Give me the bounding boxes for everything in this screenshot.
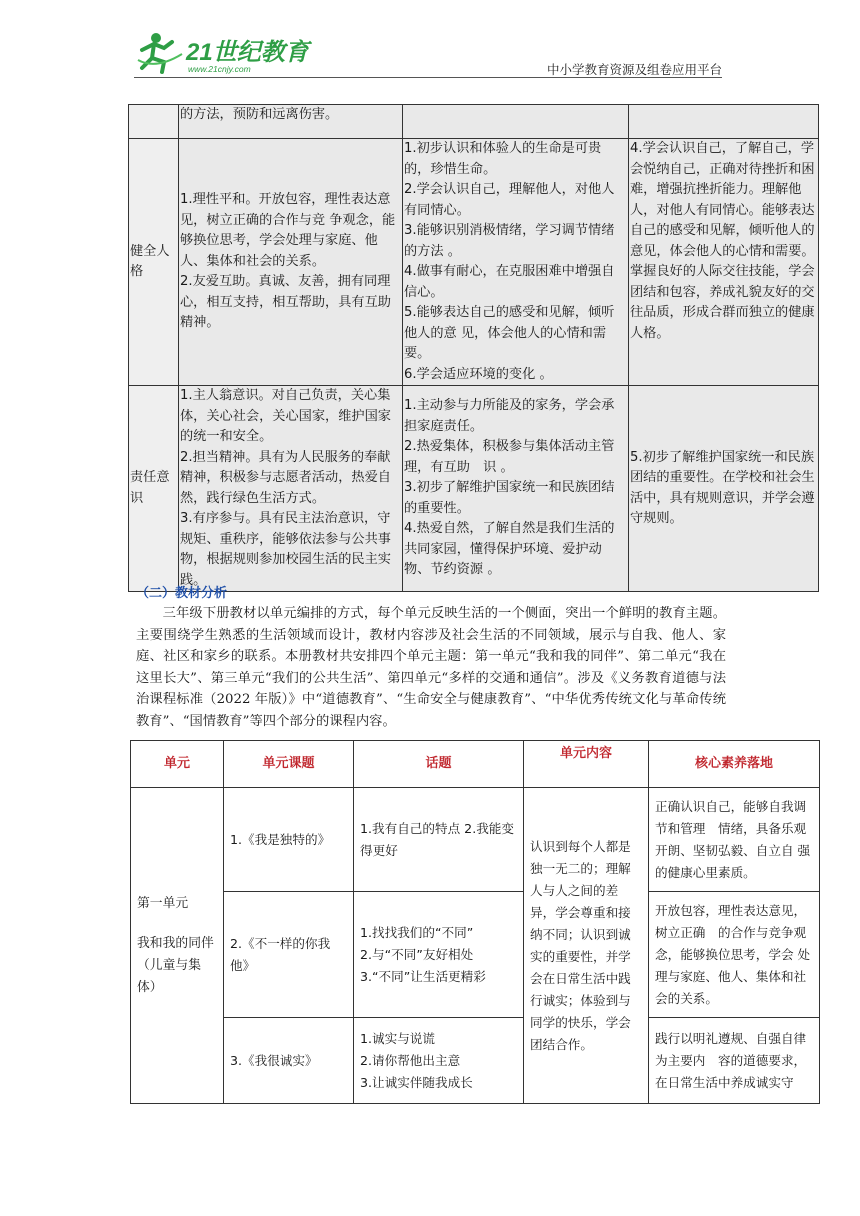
table-row — [129, 386, 819, 592]
table-row — [131, 892, 820, 1018]
column-header: 单元课题 — [224, 741, 354, 788]
goal-cell: 1.初步认识和体验人的生命是可贵的，珍惜生命。 2.学会认识自己，理解他人，对他人有同情心。 3.能够识别消极情绪，学习调节情绪的方法 。 4.做事有耐心，在克服困难中增强自信心。 5.能够表达自己的感受和见解，倾听他人的意 见，体会他人的心情和需要。 6.学会适应环境的变化 。 — [403, 139, 629, 386]
running-figure-icon — [138, 33, 182, 72]
lesson-title: 2.《不一样的你我他》 — [224, 892, 354, 1018]
goal-cell — [403, 105, 629, 139]
header-divider — [134, 77, 722, 78]
unit-name: 第一单元 — [137, 895, 189, 911]
goal-cell: 4.学会认识自己，了解自己，学会悦纳自己，正确对待挫折和困难，增强抗挫折能力。理解他人，对他人有同情心。能够表达自己的感受和见解，倾听他人的意见，体会他人的心情和需要。掌握良好的人际交往技能，学会团结和包容，养成礼貌友好的交往品质，形成合群而独立的健康人格。 — [629, 139, 819, 386]
site-logo — [136, 30, 316, 76]
table-row — [129, 139, 819, 386]
table-row — [131, 1018, 820, 1104]
section-paragraph: 三年级下册教材以单元编排的方式，每个单元反映生活的一个侧面，突出一个鲜明的教育主题。主要围绕学生熟悉的生活领域而设计，教材内容涉及社会生活的不同领域，展示与自我、他人、家庭、社区和家乡的联系。本册教材共安排四个单元主题：第一单元“我和我的同伴”、第二单元“我在这里长大”、第三单元“我们的公共生活”、第四单元“多样的交通和通信”。涉及《义务教育道德与法治课程标准（2022 年版）》中“道德教育”、“生命安全与健康教育”、“中华优秀传统文化与革命传统教育”、“国情教育”等四个部分的课程内容。 — [136, 606, 726, 729]
unit-domain: （儿童与集体） — [137, 957, 201, 995]
unit-cell — [131, 788, 224, 1104]
goal-cell: 5.初步了解维护国家统一和民族团结的重要性。在学校和社会生活中，具有规则意识，并学会遵守规则。 — [629, 386, 819, 592]
goal-cell — [629, 105, 819, 139]
goal-cell: 1.理性平和。开放包容，理性表达意见，树立正确的合作与竞 争观念，能够换位思考，学会处理与家庭、他人、集体和社会的关系。 2.友爱互助。真诚、友善，拥有同理心，相互支持，相互帮助，具有互助精神。 — [179, 139, 403, 386]
unit-table — [130, 740, 820, 1104]
goal-cell: 1.主人翁意识。对自己负责，关心集体，关心社会，关心国家，维护国家的统一和安全。 2.担当精神。具有为人民服务的奉献精神，积极参与志愿者活动，热爱自然，践行绿色生活方式。 3.有序参与。具有民主法治意识，守规矩、重秩序，能够依法参与公共事物，根据规则参加校园生活的民主实践。 — [179, 386, 403, 592]
column-header: 单元 — [131, 741, 224, 788]
column-header: 单元内容 — [524, 741, 649, 788]
platform-name: 中小学教育资源及组卷应用平台 — [546, 62, 722, 77]
lesson-topics: 1.诚实与说谎 2.请你帮他出主意 3.让诚实伴随我成长 — [354, 1018, 524, 1104]
core-literacy: 正确认识自己，能够自我调节和管理 情绪，具备乐观开朗、坚韧弘毅、自立自 强的健康心里素质。 — [649, 788, 820, 892]
svg-text:21世纪教育: 21世纪教育 — [186, 39, 309, 66]
category-cell — [129, 105, 179, 139]
literacy-goals-table — [128, 104, 819, 592]
table-header-row — [131, 741, 820, 788]
core-literacy: 践行以明礼遵规、自强自律为主要内 容的道德要求，在日常生活中养成诚实守 — [649, 1018, 820, 1104]
unit-content: 认识到每个人都是独一无二的；理解人与人之间的差异，学会尊重和接纳不同；认识到诚实的重要性，并学会在日常生活中践行诚实；体验到与同学的快乐，学会团结合作。 — [524, 788, 649, 1104]
lesson-title: 3.《我很诚实》 — [224, 1018, 354, 1104]
core-literacy: 开放包容，理性表达意见，树立正确 的合作与竞争观念，能够换位思考，学会 处理与家庭、他人、集体和社会的关系。 — [649, 892, 820, 1018]
lesson-topics: 1.找找我们的“不同” 2.与“不同”友好相处 3.“不同”让生活更精彩 — [354, 892, 524, 1018]
table-row — [129, 105, 819, 139]
table-row — [131, 788, 820, 892]
unit-theme: 我和我的同伴 — [137, 935, 214, 951]
lesson-topics: 1.我有自己的特点 2.我能变得更好 — [354, 788, 524, 892]
goal-cell: 1.主动参与力所能及的家务，学会承担家庭责任。 2.热爱集体，积极参与集体活动主管理，有互助 识 。 3.初步了解维护国家统一和民族团结的重要性。 4.热爱自然，了解自然是我们生活的共同家园，懂得保护环境、爱护动物、节约资源 。 — [403, 386, 629, 592]
column-header: 话题 — [354, 741, 524, 788]
section-title: （二）教材分析 — [136, 586, 228, 601]
category-cell: 健全人格 — [129, 139, 179, 386]
column-header: 核心素养落地 — [649, 741, 820, 788]
category-cell: 责任意识 — [129, 386, 179, 592]
svg-text:www.21cnjy.com: www.21cnjy.com — [188, 64, 251, 74]
lesson-title: 1.《我是独特的》 — [224, 788, 354, 892]
goal-cell: 的方法，预防和远离伤害。 — [179, 105, 403, 139]
